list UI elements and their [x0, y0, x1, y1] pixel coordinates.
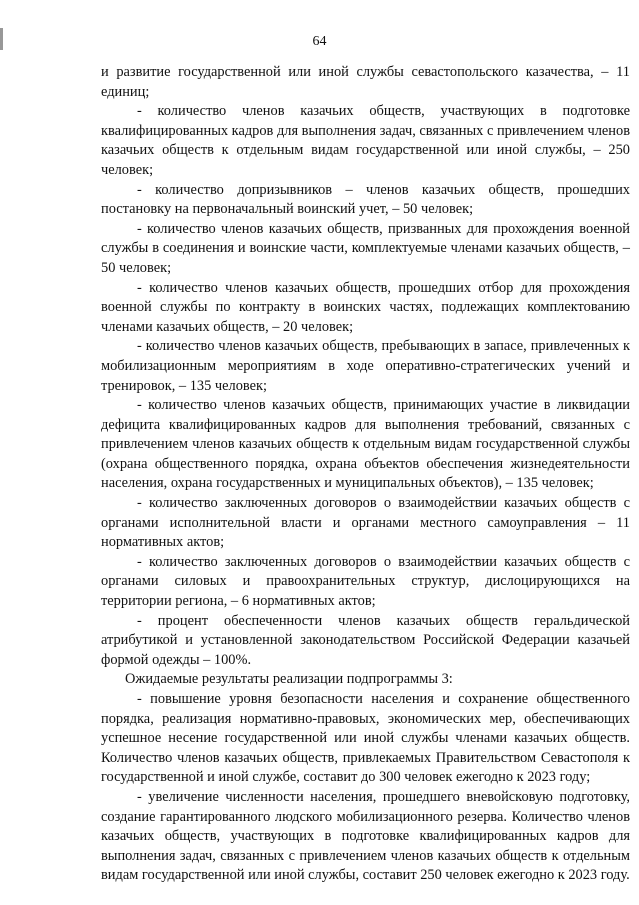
paragraph-bullet: - количество членов казачьих обществ, пребывающих в запасе, привлеченных к мобилизационным мероприятиям в ходе оперативно-стратегических учений и тренировок, – 135 человек; [101, 338, 630, 394]
paragraph-bullet: - количество заключенных договоров о взаимодействии казачьих обществ с органами исполнительной власти и органами местного самоуправления – 11 нормативных актов; [101, 495, 630, 551]
paragraph-bullet: - количество членов казачьих обществ, принимающих участие в ликвидации дефицита квалифицированных кадров для выполнения требований, связанных с привлечением членов казачьих обществ к отдельным видам государственной службы (охрана общественного порядка, охрана объектов обеспечения жизнедеятельности населения, охрана государственных и муниципальных объектов), – 135 человек; [101, 397, 630, 492]
paragraph-bullet: - количество членов казачьих обществ, призванных для прохождения военной службы в соединения и воинские части, комплектуемые членами казачьих обществ, – 50 человек; [101, 220, 630, 276]
paragraph-bullet: - количество членов казачьих обществ, прошедших отбор для прохождения военной службы по контракту в воинских частях, подлежащих комплектованию членами казачьих обществ, – 20 человек; [101, 279, 630, 335]
page-number: 64 [312, 34, 327, 49]
paragraph-bullet: - количество заключенных договоров о взаимодействии казачьих обществ с органами силовых и правоохранительных структур, дислоцирующихся на территории региона, – 6 нормативных актов; [101, 553, 630, 610]
paragraph-continuation: и развитие государственной или иной службы севастопольского казачества, – 11 единиц; [101, 64, 630, 100]
paragraph-bullet: - повышение уровня безопасности населения и сохранение общественного порядка, реализация нормативно-правовых, экономических мер, обеспечивающих успешное несение государственной или иной службы членами казачьих обществ. Количество членов казачьих обществ, привлекаемых Правительством Севастополя к государственной и иной службе, составит до 300 человек ежегодно к 2023 году; [101, 691, 630, 786]
document-body [101, 63, 630, 886]
section-heading-paragraph: Ожидаемые результаты реализации подпрограммы 3: [125, 671, 453, 688]
paragraph-bullet: - количество членов казачьих обществ, участвующих в подготовке квалифицированных кадров для выполнения задач, связанных с привлечением членов казачьих обществ к отдельным видам государственной или иной службы, – 250 человек; [101, 103, 630, 178]
paragraph-bullet: - количество допризывников – членов казачьих обществ, прошедших постановку на первоначальный воинский учет, – 50 человек; [101, 181, 630, 218]
paragraph-bullet: - увеличение численности населения, прошедшего вневойсковую подготовку, создание гарантированного людского мобилизационного резерва. Количество членов казачьих обществ, участвующих в подготовке квалифицированных кадров для выполнения задач, связанных с привлечением членов казачьих обществ к отдельным видам государственной или иной службы, составит 250 человек ежегодно к 2023 году. [101, 788, 630, 884]
paragraph-bullet: - процент обеспеченности членов казачьих обществ геральдической атрибутикой и установленной законодательством Российской Федерации казачьей формой одежды – 100%. [101, 612, 630, 668]
